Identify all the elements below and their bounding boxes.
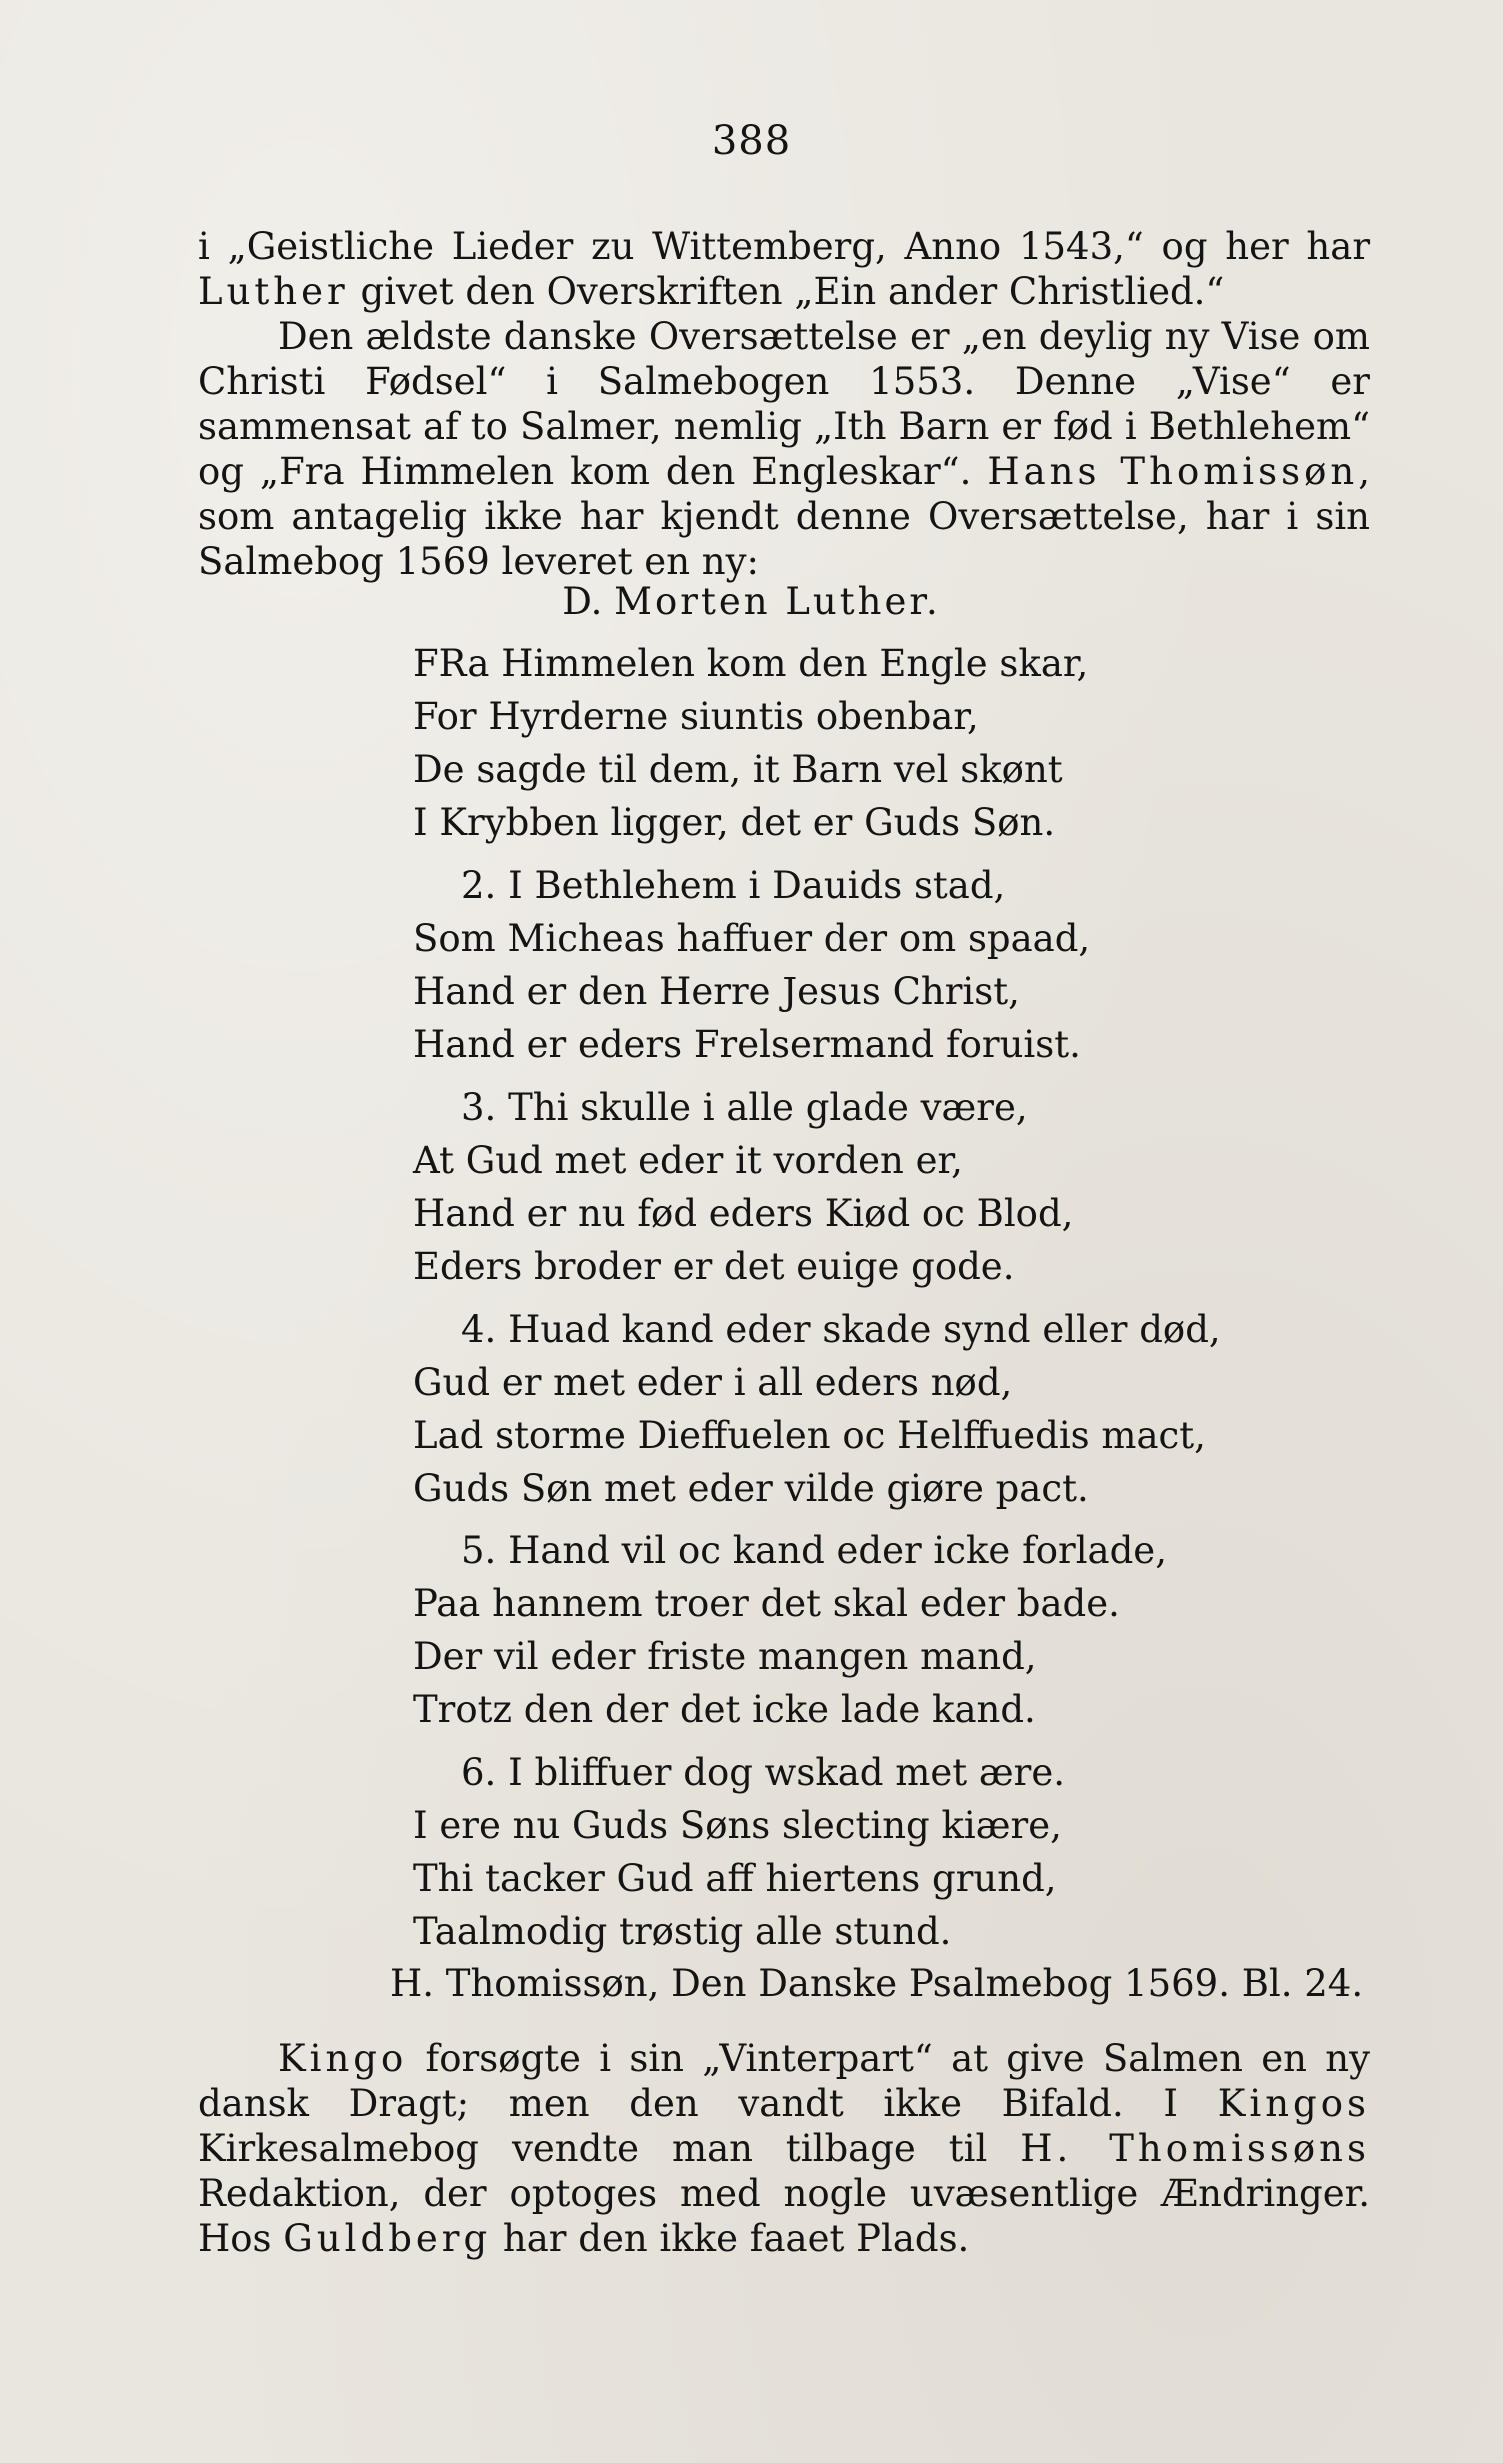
stanza-3 — [413, 1081, 1313, 1293]
verse-line: Paa hannem troer det skal eder bade. — [413, 1582, 1120, 1625]
intro-paragraph-1 — [198, 224, 1370, 314]
verse-line: Hand er den Herre Jesus Christ, — [413, 970, 1020, 1013]
person-name: Kingo — [278, 2037, 408, 2080]
closing-text: Redaktion, der optoges med nogle uvæsentlige Ændringer. Hos — [198, 2172, 1370, 2260]
verse-line: De sagde til dem, it Barn vel skønt — [413, 748, 1063, 791]
verse-line: Taalmodig trøstig alle stund. — [413, 1910, 952, 1953]
verse-line: Lad storme Dieffuelen oc Helffuedis mact, — [413, 1414, 1206, 1457]
stanza-6 — [413, 1746, 1313, 1958]
author-name: Luther — [198, 270, 349, 313]
closing-text: har den ikke faaet Plads. — [491, 2217, 970, 2260]
verse-line: Gud er met eder i all eders nød, — [413, 1361, 1013, 1404]
stanza-5 — [413, 1524, 1313, 1736]
verse-line: Der vil eder friste mangen mand, — [413, 1635, 1037, 1678]
person-name: Kingos — [1217, 2082, 1370, 2125]
page-number: 388 — [711, 118, 792, 164]
verse-line: For Hyrderne siuntis obenbar, — [413, 695, 979, 738]
verse-line: 2. I Bethlehem i Dauids stad, — [461, 864, 1006, 907]
verse-line: Guds Søn met eder vilde giøre pact. — [413, 1467, 1089, 1510]
verse-line: Trotz den der det icke lade kand. — [413, 1688, 1036, 1731]
stanza-2 — [413, 859, 1313, 1071]
intro-text: i „Geistliche Lieder zu Wittemberg, Anno 1543,“ og her har — [198, 225, 1370, 268]
intro-text: , som antagelig ikke har kjendt denne Oversættelse, har i sin Salmebog 1569 leveret en ny: — [198, 450, 1370, 583]
verse-line: Hand er eders Frelsermand foruist. — [413, 1023, 1081, 1066]
heading-author: Morten Luther. — [614, 580, 941, 623]
intro-text: Den ældste danske Oversættelse er „en deylig ny Vise om Christi Fødsel“ i Salmebogen 1553. Denne „Vise“ er sammensat af to Salmer, nemlig „Ith Barn er fød i Bethlehem“ og „Fra Himmelen kom den Engleskar“. — [198, 315, 1370, 493]
author-name: Hans Thomissøn — [987, 450, 1359, 493]
closing-text: forsøgte i sin „Vinterpart“ at give Salmen en ny dansk Dragt; men den vandt ikke Bifald. I — [198, 2037, 1370, 2125]
verse-line: I Krybben ligger, det er Guds Søn. — [413, 801, 1056, 844]
stanza-1 — [413, 637, 1313, 849]
verse-line: I ere nu Guds Søns slecting kiære, — [413, 1804, 1062, 1847]
verse-line: FRa Himmelen kom den Engle skar, — [413, 642, 1089, 685]
intro-paragraph-2 — [198, 314, 1370, 584]
person-name: H. Thomissøns — [1020, 2127, 1370, 2170]
verse-line: Thi tacker Gud aff hiertens grund, — [413, 1857, 1057, 1900]
hymn-heading — [0, 580, 1503, 623]
verse-line: 3. Thi skulle i alle glade være, — [461, 1086, 1028, 1129]
closing-paragraph — [198, 2036, 1370, 2261]
verse-line: 6. I bliffuer dog wskad met ære. — [461, 1751, 1065, 1794]
verse-line: Hand er nu fød eders Kiød oc Blod, — [413, 1192, 1074, 1235]
person-name: Guldberg — [283, 2217, 492, 2260]
verse-line: Eders broder er det euige gode. — [413, 1245, 1015, 1288]
stanza-4 — [413, 1303, 1313, 1515]
verse-line: 4. Huad kand eder skade synd eller død, — [461, 1308, 1221, 1351]
hymn-attribution: H. Thomissøn, Den Danske Psalmebog 1569. Bl. 24. — [390, 1962, 1364, 2005]
heading-prefix: D. — [562, 580, 615, 623]
closing-text: Kirkesalmebog vendte man tilbage til — [198, 2127, 1021, 2170]
verse-line: Som Micheas haffuer der om spaad, — [413, 917, 1091, 960]
intro-text: givet den Overskriften „Ein ander Christlied.“ — [348, 270, 1225, 313]
verse-line: At Gud met eder it vorden er, — [413, 1139, 963, 1182]
verse-line: 5. Hand vil oc kand eder icke forlade, — [461, 1529, 1167, 1572]
